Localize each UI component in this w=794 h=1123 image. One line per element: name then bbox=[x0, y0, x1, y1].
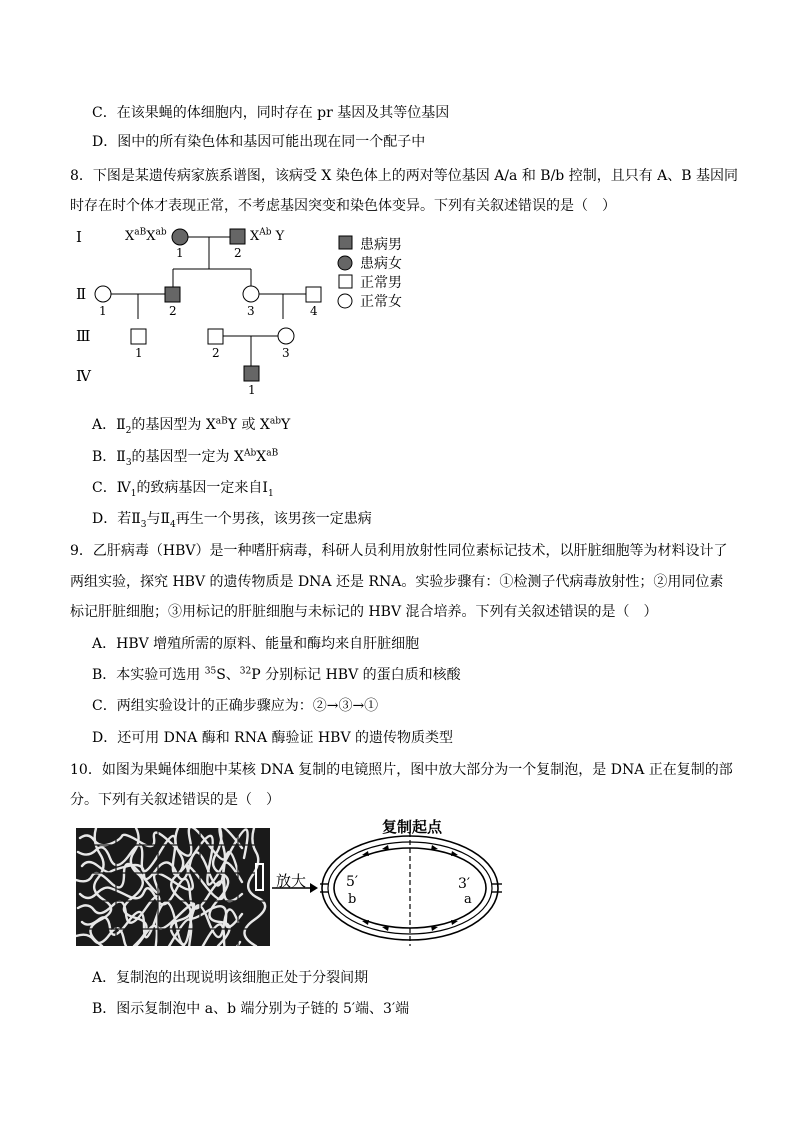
genotype-I2: $X^{Ab}$ Y bbox=[250, 227, 285, 244]
number-III2: 2 bbox=[212, 346, 220, 360]
legend-normal-female: 正常女 bbox=[360, 294, 402, 310]
pedigree-III1-normal-male bbox=[131, 329, 146, 344]
q8-option-a: A．$Ⅱ_2$的基因型为 $X^{aB}Y$ 或 $X^{ab}Y$ bbox=[92, 416, 291, 436]
origin-label: 复制起点 bbox=[382, 818, 443, 836]
micrograph-texture bbox=[76, 828, 270, 946]
legend-normal-male-symbol bbox=[339, 275, 352, 288]
q9-option-b: B．本实验可选用 $^{35}$S、$^{32}$P 分别标记 HBV 的蛋白质和核酸 bbox=[92, 666, 461, 683]
replication-bubble-diagram bbox=[270, 818, 510, 948]
number-III1: 1 bbox=[135, 346, 143, 360]
legend-affected-male-symbol bbox=[339, 236, 352, 249]
q7-option-d: D．图中的所有染色体和基因可能出现在同一个配子中 bbox=[92, 134, 426, 150]
number-I1: 1 bbox=[176, 246, 184, 260]
q8-option-c: C．$Ⅳ_1$的致病基因一定来自$Ⅰ_1$ bbox=[92, 480, 274, 499]
number-III3: 3 bbox=[282, 346, 290, 360]
pedigree-II3-normal-female bbox=[243, 286, 259, 302]
pedigree-I1-affected-female bbox=[172, 229, 188, 245]
q8-stem-line1: 8．下图是某遗传病家族系谱图，该病受 X 染色体上的两对等位基因 A/a 和 B/b 控制，且只有 A、B 基因同 bbox=[70, 168, 739, 184]
enlarge-label: 放大 bbox=[276, 872, 307, 890]
number-I2: 2 bbox=[234, 246, 242, 260]
q9-stem-line1: 9．乙肝病毒（HBV）是一种嗜肝病毒，科研人员利用放射性同位素标记技术，以肝脏细胞等为材料设计了 bbox=[70, 543, 728, 559]
generation-label-2: Ⅱ bbox=[76, 285, 87, 303]
q10-option-b: B．图示复制泡中 a、b 端分别为子链的 5′端、3′端 bbox=[92, 1001, 410, 1017]
legend-affected-male: 患病男 bbox=[360, 237, 402, 253]
genotype-I1: $X^{aB}X^{ab}$ bbox=[125, 227, 167, 244]
q10-stem-line2: 分。下列有关叙述错误的是（ ） bbox=[70, 792, 280, 808]
q9-stem-line3: 标记肝脏细胞；③用标记的肝脏细胞与未标记的 HBV 混合培养。下列有关叙述错误的是（ ） bbox=[70, 604, 658, 620]
pedigree-II2-affected-male bbox=[165, 287, 180, 302]
pedigree-chart bbox=[70, 225, 430, 405]
generation-label-3: Ⅲ bbox=[76, 327, 91, 345]
number-II3: 3 bbox=[247, 304, 255, 318]
number-II4: 4 bbox=[310, 304, 318, 318]
q8-stem-line2: 时存在时个体才表现正常，不考虑基因突变和染色体变异。下列有关叙述错误的是（ ） bbox=[70, 198, 616, 214]
three-prime-label: 3′ bbox=[458, 876, 471, 892]
end-a-label: a bbox=[464, 892, 472, 907]
pedigree-I2-affected-male bbox=[230, 229, 245, 244]
q8-option-b: B．$Ⅱ_3$的基因型一定为 $X^{Ab}X^{aB}$ bbox=[92, 448, 279, 468]
pedigree-III3-normal-female bbox=[278, 328, 294, 344]
end-b-label: b bbox=[348, 892, 357, 907]
q10-stem-line1: 10．如图为果蝇体细胞中某核 DNA 复制的电镜照片，图中放大部分为一个复制泡，是 DNA 正在复制的部 bbox=[70, 762, 733, 778]
generation-label-1: Ⅰ bbox=[76, 228, 82, 246]
q9-stem-line2: 两组实验，探究 HBV 的遗传物质是 DNA 还是 RNA。实验步骤有：①检测子代病毒放射性；②用同位素 bbox=[70, 574, 724, 590]
number-IV1: 1 bbox=[248, 383, 256, 397]
pedigree-IV1-affected-male bbox=[244, 366, 259, 381]
legend-affected-female: 患病女 bbox=[360, 256, 402, 272]
number-II2: 2 bbox=[169, 304, 177, 318]
electron-micrograph-photo bbox=[76, 828, 270, 946]
legend-affected-female-symbol bbox=[338, 256, 352, 270]
pedigree-III2-normal-male bbox=[208, 329, 223, 344]
q9-option-d: D．还可用 DNA 酶和 RNA 酶验证 HBV 的遗传物质类型 bbox=[92, 730, 454, 746]
pedigree-II1-normal-female bbox=[95, 286, 111, 302]
q7-option-c: C．在该果蝇的体细胞内，同时存在 pr 基因及其等位基因 bbox=[92, 105, 450, 121]
q9-option-a: A．HBV 增殖所需的原料、能量和酶均来自肝脏细胞 bbox=[92, 636, 420, 652]
pedigree-II4-normal-male bbox=[306, 287, 321, 302]
q8-option-d: D．若$Ⅱ_3$与$Ⅱ_4$再生一个男孩，该男孩一定患病 bbox=[92, 511, 372, 530]
q10-option-a: A．复制泡的出现说明该细胞正处于分裂间期 bbox=[92, 970, 369, 986]
legend-normal-female-symbol bbox=[338, 294, 352, 308]
number-II1: 1 bbox=[99, 304, 107, 318]
generation-label-4: Ⅳ bbox=[76, 367, 91, 385]
five-prime-label: 5′ bbox=[346, 874, 359, 890]
q9-option-c: C．两组实验设计的正确步骤应为：②→③→① bbox=[92, 698, 379, 714]
legend-normal-male: 正常男 bbox=[360, 275, 402, 291]
